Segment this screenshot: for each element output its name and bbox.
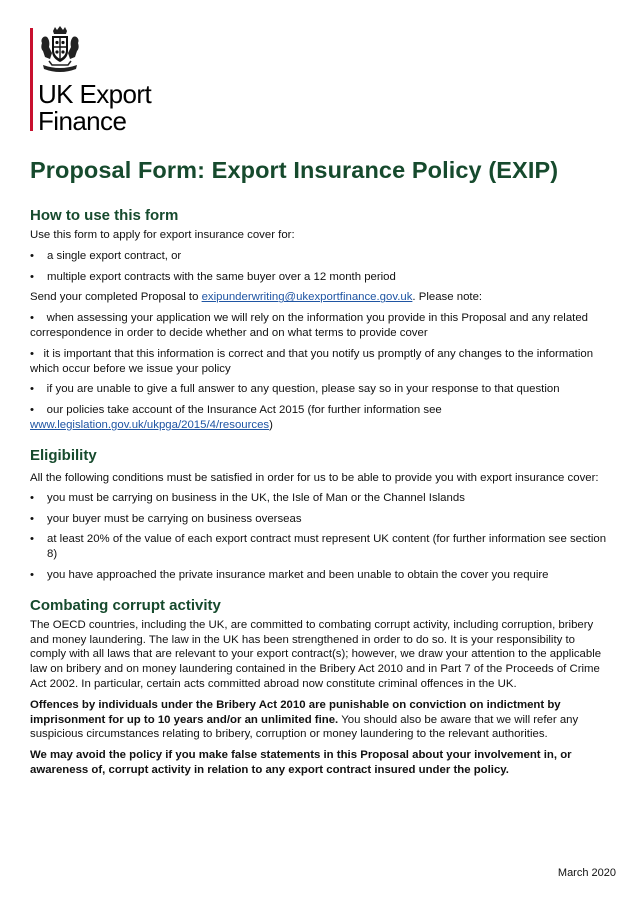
royal-crest-icon bbox=[38, 25, 82, 75]
how-to-heading: How to use this form bbox=[30, 207, 179, 224]
send-suffix: . Please note: bbox=[412, 291, 483, 304]
how-to-section bbox=[30, 207, 612, 433]
list-item: • it is important that this information is correct and that you notify us promptly of any changes to the information which occur before we issue your policy bbox=[30, 347, 594, 375]
referral-text: You should also be aware that we will refer any suspicious circumstances relating to bribery, corruption or money laundering to the relevant authorities. bbox=[30, 713, 579, 741]
list-item: • your buyer must be carrying on business overseas bbox=[30, 512, 612, 527]
corrupt-heading: Combating corrupt activity bbox=[30, 596, 221, 614]
list-item: • when assessing your application we will rely on the information you provide in this Proposal and any related correspondence in order to decide whether and on what terms to provide cover bbox=[30, 312, 589, 339]
avoid-policy-text: We may avoid the policy if you make false statements in this Proposal about your involvement in, or awareness of, corrupt activity in relation to any export contract insured under the policy. bbox=[30, 749, 572, 776]
eligibility-heading: Eligibility bbox=[30, 446, 97, 464]
note-text: if you are unable to give a full answer to any question, please say so in your response to that question bbox=[46, 383, 560, 396]
corrupt-activity-section bbox=[30, 597, 612, 778]
how-to-intro: Use this form to apply for export insurance cover for: bbox=[30, 229, 295, 241]
list-item: • at least 20% of the value of each export contract must represent UK content (for further information see section 8) bbox=[30, 532, 612, 562]
logo-line-1: UK Export bbox=[38, 79, 152, 109]
send-instruction bbox=[30, 290, 612, 305]
bribery-penalty-text: Offences by individuals under the Bribery Act 2010 are punishable on conviction on indictment by imprisonment for up to 10 years and/or an unlimited fine. bbox=[30, 698, 561, 726]
eligibility-list bbox=[30, 491, 612, 583]
list-item: • our policies take account of the Insurance Act 2015 (for further information see www.legislation.gov.uk/ukpga/2015/4/resources) bbox=[30, 404, 442, 431]
list-item: • you must be carrying on business in the UK, the Isle of Man or the Channel Islands bbox=[30, 491, 612, 506]
note-suffix: ) bbox=[269, 418, 273, 431]
ukef-logo bbox=[30, 25, 170, 135]
list-item: • if you are unable to give a full answer to any question, please say so in your response to that question bbox=[30, 383, 560, 396]
logo-line-2: Finance bbox=[38, 106, 127, 136]
note-text: it is important that this information is correct and that you notify us promptly of any changes to the information which occur before we issue your policy bbox=[30, 347, 594, 375]
corrupt-para-3 bbox=[30, 748, 612, 778]
how-to-list bbox=[30, 249, 612, 285]
logo-wordmark bbox=[38, 81, 151, 135]
footer-date: March 2020 bbox=[557, 867, 616, 879]
send-prefix: Send your completed Proposal to bbox=[30, 291, 202, 304]
list-item: • multiple export contracts with the same buyer over a 12 month period bbox=[30, 270, 612, 285]
note-text: our policies take account of the Insurance Act 2015 (for further information see bbox=[46, 404, 442, 417]
eligibility-intro: All the following conditions must be satisfied in order for us to be able to provide you with export insurance cover: bbox=[30, 471, 599, 484]
page-title: Proposal Form: Export Insurance Policy (EXIP) bbox=[30, 157, 559, 183]
note-text: when assessing your application we will rely on the information you provide in this Proposal and any related correspondence in order to decide whether and on what terms to provide cover bbox=[30, 312, 589, 339]
legislation-link[interactable]: www.legislation.gov.uk/ukpga/2015/4/resources bbox=[30, 418, 270, 431]
eligibility-section bbox=[30, 447, 612, 583]
corrupt-para-2 bbox=[30, 698, 612, 742]
notes-list bbox=[30, 311, 612, 433]
email-link[interactable]: exipunderwriting@ukexportfinance.gov.uk bbox=[201, 291, 413, 304]
list-item: • a single export contract, or bbox=[30, 249, 612, 264]
list-item: • you have approached the private insurance market and been unable to obtain the cover you require bbox=[30, 568, 612, 583]
corrupt-para-1: The OECD countries, including the UK, are committed to combating corrupt activity, including corruption, bribery and money laundering. The law in the UK has been strengthened in order to do so. It is your responsibility to comply with all laws that are relevant to your export contract(s); however, we draw your attention to the applicable law on bribery and on money laundering contained in the Bribery Act 2010 and in Part 7 of the Proceeds of Crime Act 2002. In particular, certain acts committed abroad now constitute criminal offences in the UK. bbox=[30, 618, 602, 690]
document-body bbox=[30, 207, 612, 784]
logo-red-bar bbox=[30, 28, 33, 131]
